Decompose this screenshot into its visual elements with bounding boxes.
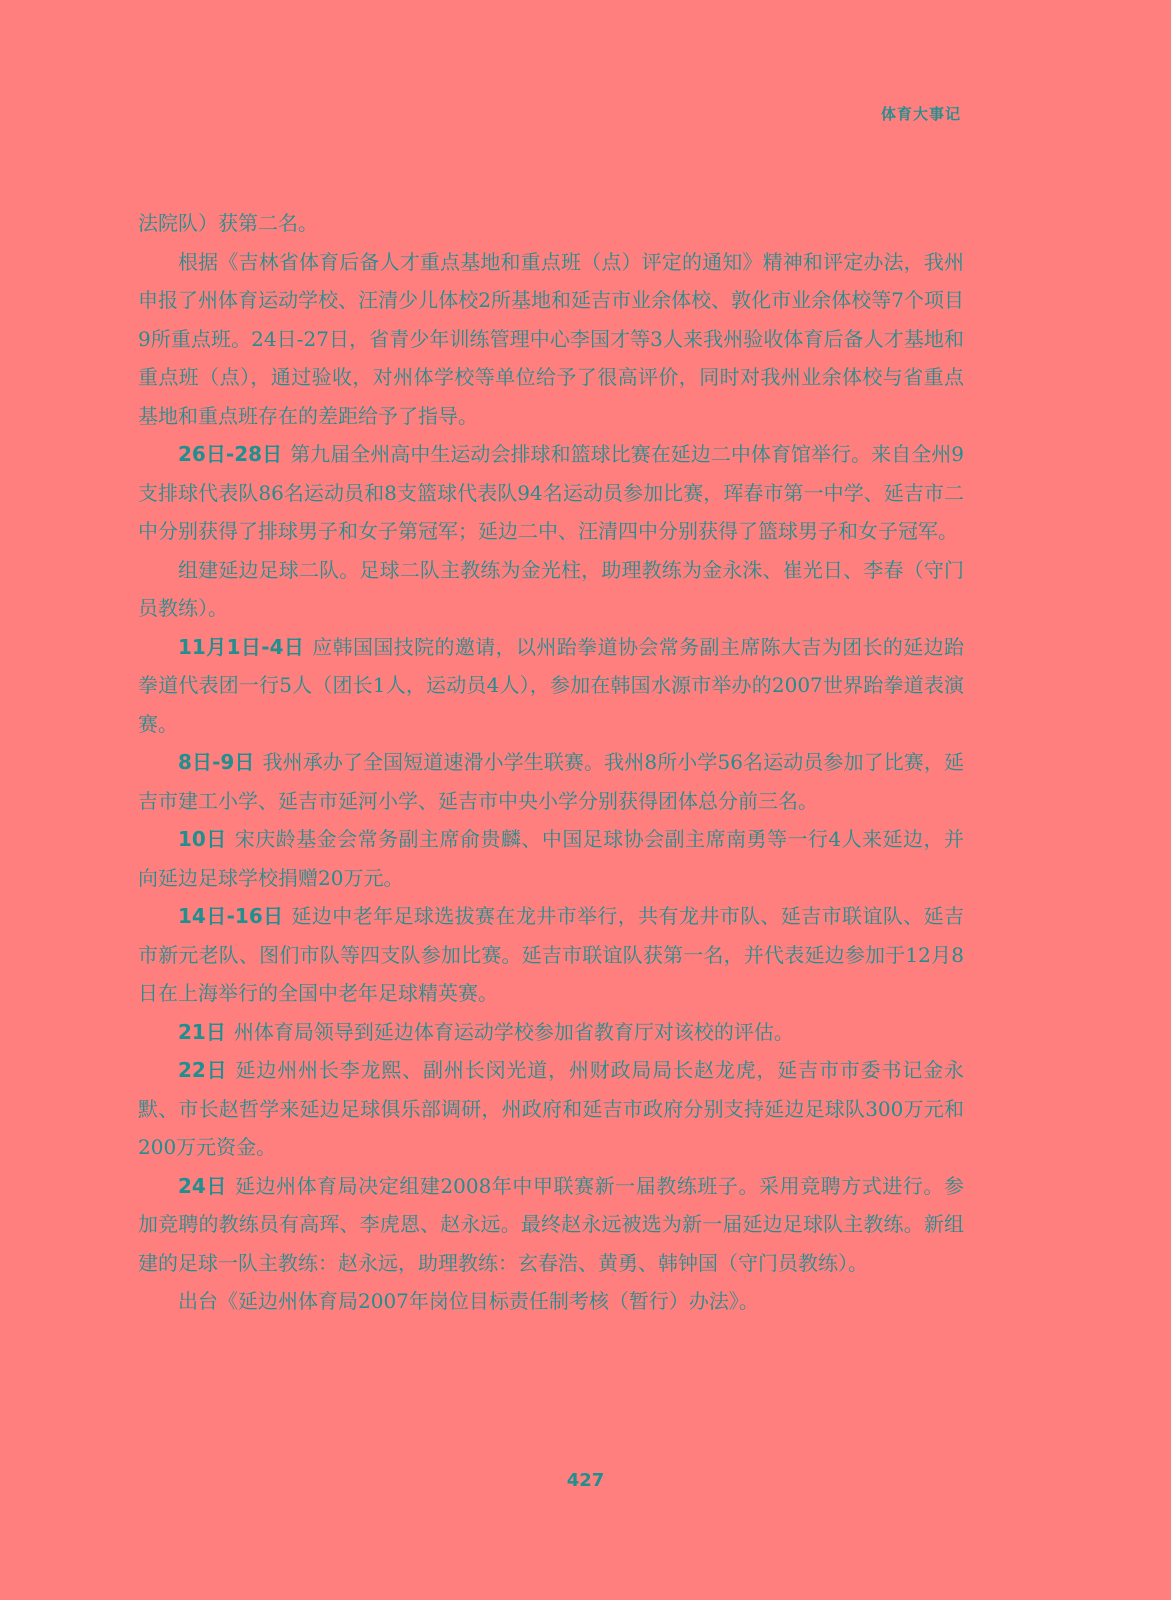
entry-26-28 [138, 435, 964, 551]
entry-8-9 [138, 743, 964, 820]
entry-text: 延边中老年足球选拔赛在龙井市举行，共有龙井市队、延吉市联谊队、延吉市新元老队、图们市队等四支队参加比赛。延吉市联谊队获第一名，并代表延边参加于12月8日在上海举行的全国中老年足球精英赛。 [138, 904, 965, 1005]
body-text [138, 204, 964, 1321]
entry-date: 10日 [178, 827, 227, 851]
paragraph-text: 根据《吉林省体育后备人才重点基地和重点班（点）评定的通知》精神和评定办法，我州申报了州体育运动学校、汪清少儿体校2所基地和延吉市业余体校、敦化市业余体校等7个项目9所重点班。24日-27日，省青少年训练管理中心李国才等3人来我州验收体育后备人才基地和重点班（点），通过验收，对州体学校等单位给予了很高评价，同时对我州业余体校与省重点基地和重点班存在的差距给予了指导。 [138, 249, 964, 428]
entry-date: 22日 [178, 1058, 228, 1082]
entry-21 [138, 1013, 964, 1052]
paragraph-continuation [138, 204, 964, 243]
entry-text: 应韩国国技院的邀请，以州跆拳道协会常务副主席陈大吉为团长的延边跆拳道代表团一行5人（团长1人，运动员4人），参加在韩国水源市举办的2007世界跆拳道表演赛。 [138, 634, 965, 736]
entry-date: 8日-9日 [178, 750, 255, 774]
paragraph-football-team-two [138, 551, 964, 628]
entry-14-16 [138, 897, 964, 1013]
entry-date: 21日 [178, 1019, 226, 1044]
entry-text: 第九届全州高中生运动会排球和篮球比赛在延边二中体育馆举行。来自全州9支排球代表队86名运动员和8支篮球代表队94名运动员参加比赛，珲春市第一中学、延吉市二中分别获得了排球男子和女子第冠军；延边二中、汪清四中分别获得了篮球男子和女子冠军。 [138, 442, 964, 543]
paragraph-text: 法院队）获第二名。 [138, 211, 318, 235]
entry-24 [138, 1167, 964, 1283]
paragraph-assessment-measures [138, 1282, 964, 1321]
entry-10 [138, 820, 964, 897]
running-header: 体育大事记 [880, 105, 961, 123]
entry-date: 24日 [178, 1173, 227, 1198]
paragraph-text: 出台《延边州体育局2007年岗位目标责任制考核（暂行）办法》。 [178, 1289, 759, 1313]
entry-text: 宋庆龄基金会常务副主席俞贵麟、中国足球协会副主席南勇等一行4人来延边，并向延边足球学校捐赠20万元。 [138, 827, 964, 890]
paragraph-text: 组建延边足球二队。足球二队主教练为金光柱，助理教练为金永洙、崔光日、李春（守门员教练）。 [138, 557, 964, 620]
paragraph-reserve-talent-bases [138, 243, 964, 436]
entry-nov-1-4 [138, 628, 964, 744]
entry-date: 26日-28日 [178, 442, 283, 466]
entry-text: 延边州体育局决定组建2008年中甲联赛新一届教练班子。采用竞聘方式进行。参加竞聘的教练员有高珲、李虎恩、赵永远。最终赵永远被选为新一届延边足球队主教练。新组建的足球一队主教练：赵永远，助理教练：玄春浩、黄勇、韩钟国（守门员教练）。 [138, 1173, 964, 1275]
entry-text: 我州承办了全国短道速滑小学生联赛。我州8所小学56名运动员参加了比赛，延吉市建工小学、延吉市延河小学、延吉市中央小学分别获得团体总分前三名。 [138, 750, 964, 813]
entry-text: 州体育局领导到延边体育运动学校参加省教育厅对该校的评估。 [233, 1019, 794, 1044]
entry-date: 14日-16日 [178, 904, 284, 928]
entry-22 [138, 1051, 964, 1167]
entry-date: 11月1日-4日 [178, 634, 305, 659]
entry-text: 延边州州长李龙熙、副州长闵光道，州财政局局长赵龙虎，延吉市市委书记金永默、市长赵哲学来延边足球俱乐部调研，州政府和延吉市政府分别支持延边足球队300万元和200万元资金。 [138, 1058, 964, 1159]
page-number: 427 [566, 1470, 605, 1491]
